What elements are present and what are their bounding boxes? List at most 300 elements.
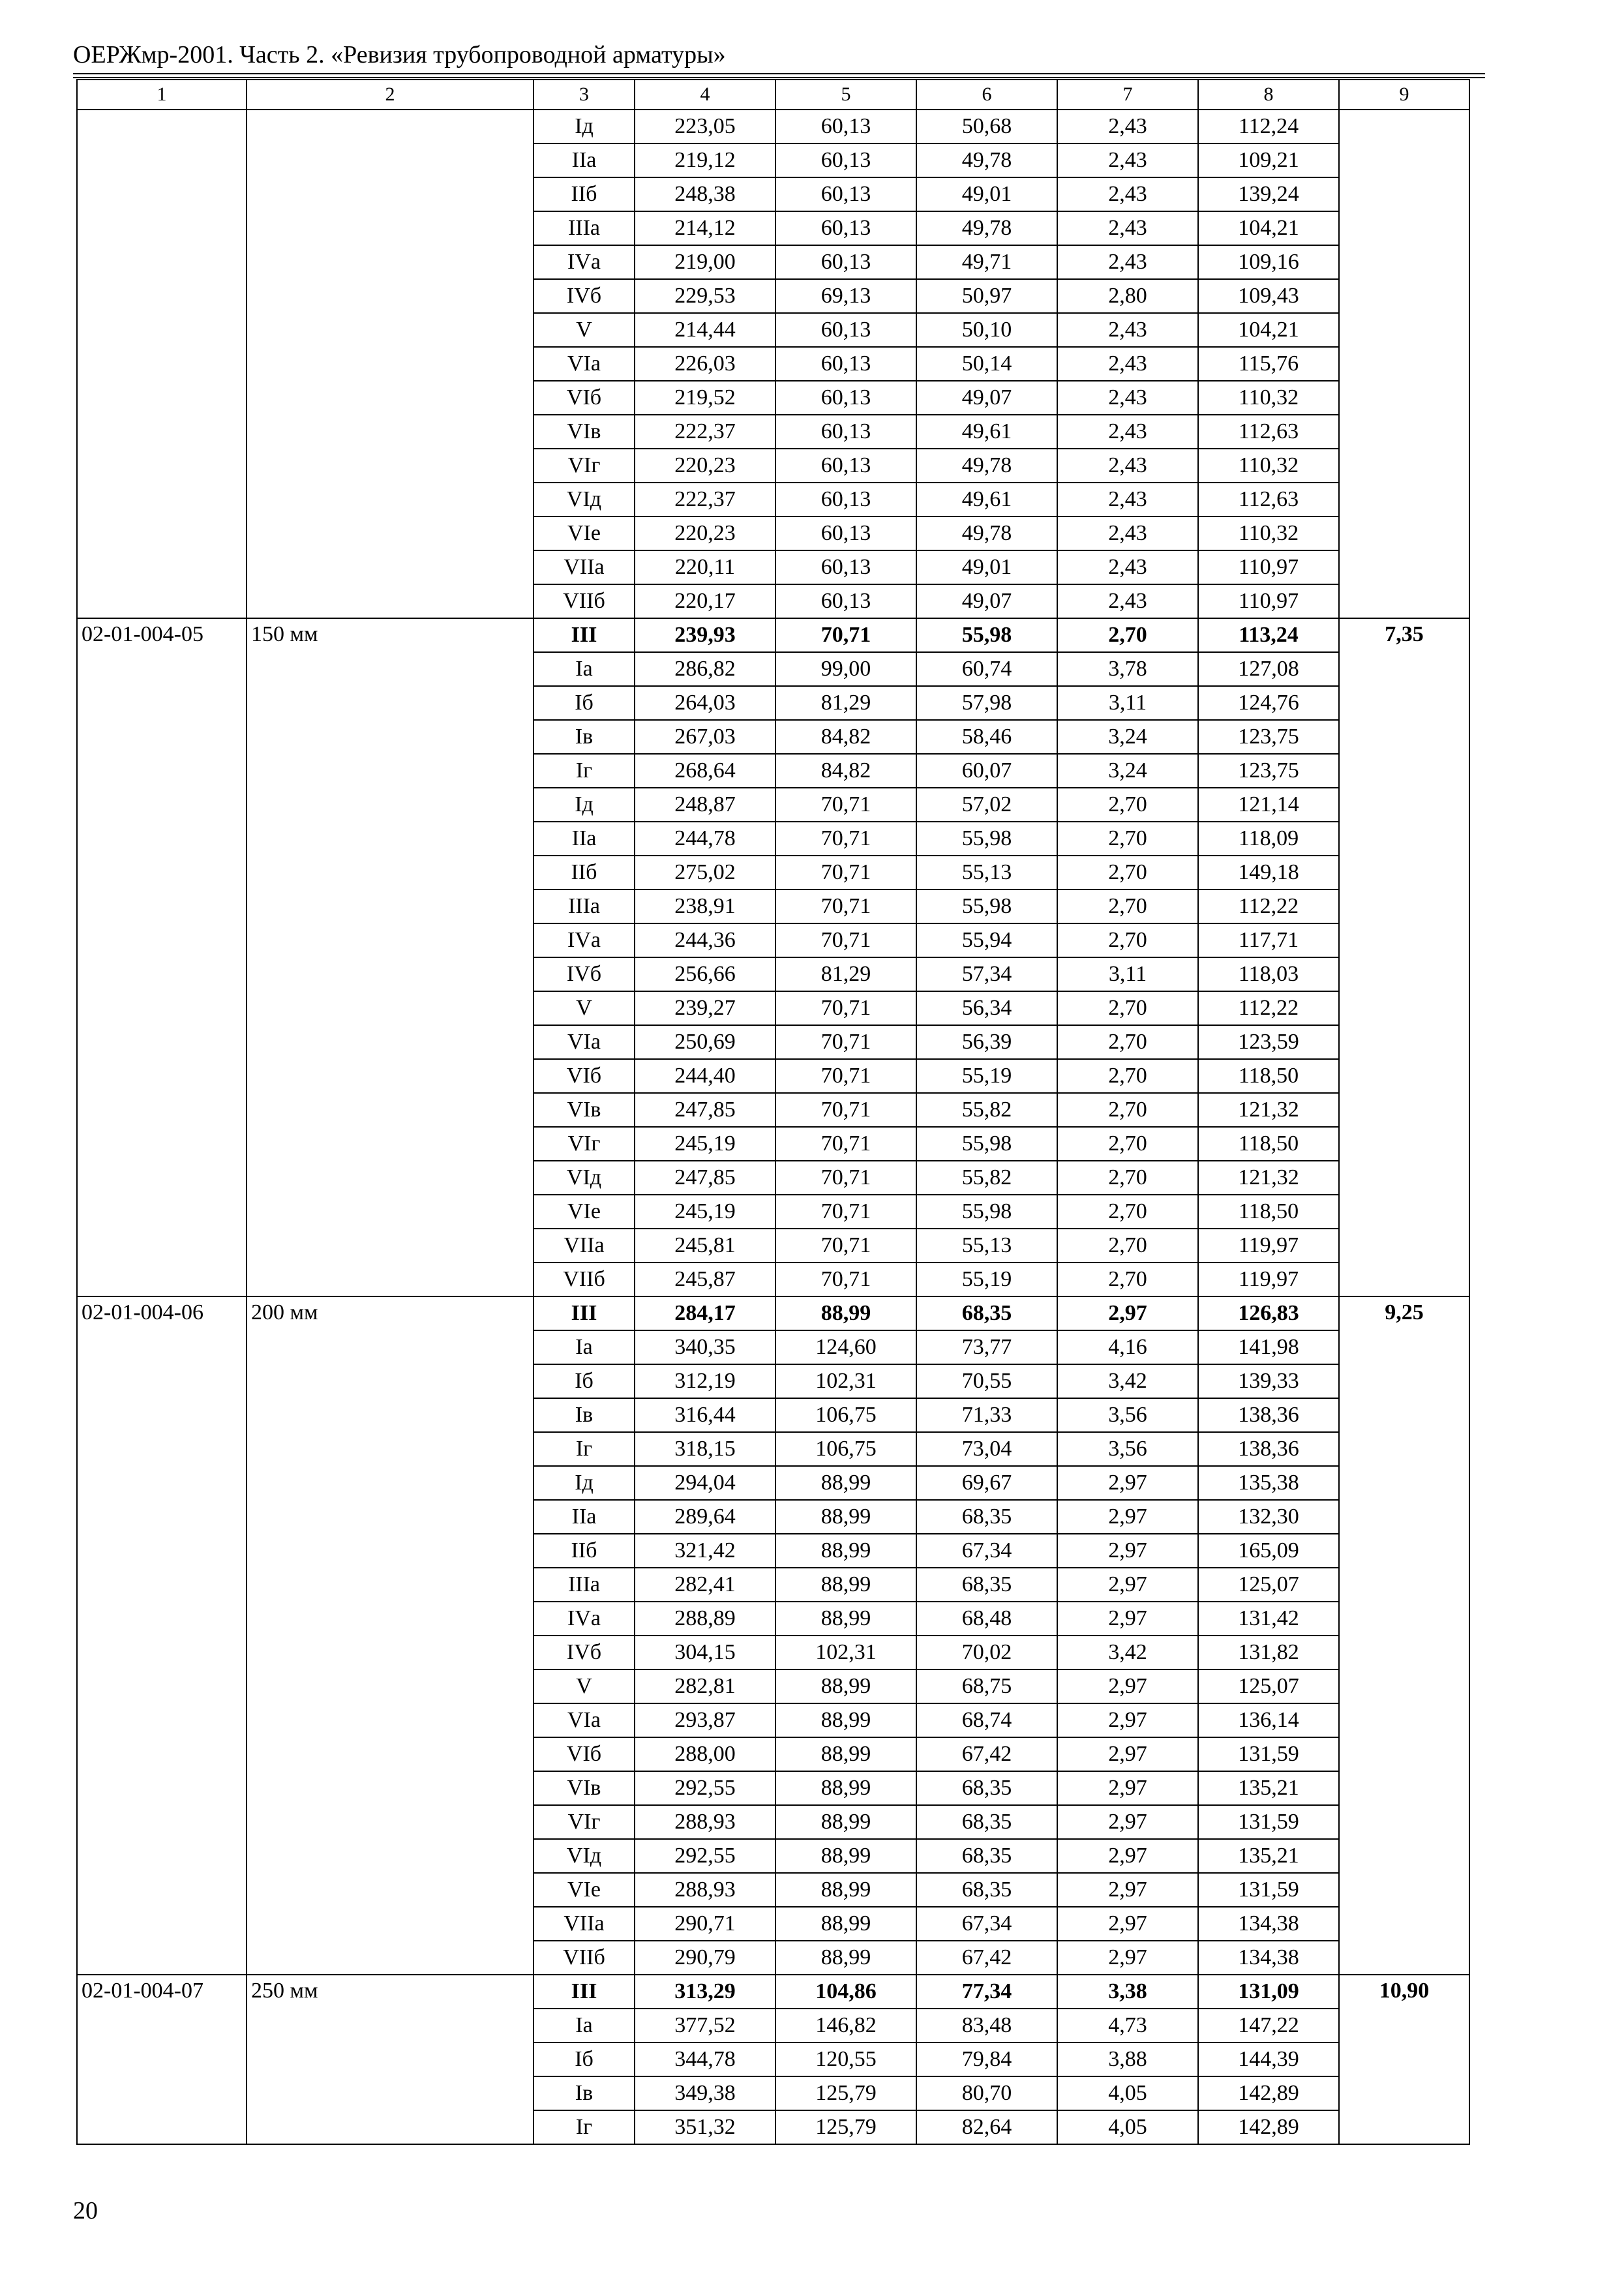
value-cell: 109,16 <box>1198 245 1339 279</box>
zone-cell: IIIа <box>534 1568 635 1602</box>
zone-cell: VIд <box>534 483 635 516</box>
value-cell: 2,97 <box>1057 1568 1198 1602</box>
value-cell: 73,77 <box>916 1330 1057 1364</box>
value-cell: 60,13 <box>775 177 916 211</box>
zone-cell: VIIа <box>534 1907 635 1941</box>
value-cell: 49,07 <box>916 584 1057 618</box>
value-cell: 131,59 <box>1198 1737 1339 1771</box>
value-cell: 50,14 <box>916 347 1057 381</box>
value-cell: 2,97 <box>1057 1873 1198 1907</box>
value-cell: 2,97 <box>1057 1669 1198 1703</box>
value-cell: 88,99 <box>775 1941 916 1975</box>
zone-cell: III <box>534 618 635 652</box>
value-cell: 118,09 <box>1198 822 1339 856</box>
value-cell: 219,00 <box>635 245 775 279</box>
value-cell: 56,39 <box>916 1025 1057 1059</box>
value-cell: 294,04 <box>635 1466 775 1500</box>
value-cell: 138,36 <box>1198 1398 1339 1432</box>
value-cell: 121,32 <box>1198 1161 1339 1195</box>
value-cell: 2,70 <box>1057 1127 1198 1161</box>
value-cell: 55,13 <box>916 1229 1057 1263</box>
zone-cell: VIа <box>534 347 635 381</box>
value-cell: 113,24 <box>1198 618 1339 652</box>
value-cell: 68,35 <box>916 1296 1057 1330</box>
value-cell: 288,93 <box>635 1873 775 1907</box>
value-cell: 351,32 <box>635 2110 775 2144</box>
value-cell: 2,70 <box>1057 856 1198 890</box>
value-cell: 49,78 <box>916 211 1057 245</box>
value-cell: 70,71 <box>775 923 916 957</box>
value-cell: 3,56 <box>1057 1432 1198 1466</box>
value-cell: 3,24 <box>1057 720 1198 754</box>
value-cell: 118,50 <box>1198 1127 1339 1161</box>
value-cell: 256,66 <box>635 957 775 991</box>
value-cell: 2,70 <box>1057 1195 1198 1229</box>
value-cell: 49,78 <box>916 143 1057 177</box>
zone-cell: Iг <box>534 754 635 788</box>
value-cell: 88,99 <box>775 1568 916 1602</box>
value-cell: 248,87 <box>635 788 775 822</box>
value-cell: 81,29 <box>775 686 916 720</box>
zone-cell: VIб <box>534 381 635 415</box>
zone-cell: IVб <box>534 957 635 991</box>
value-cell: 139,33 <box>1198 1364 1339 1398</box>
value-cell: 117,71 <box>1198 923 1339 957</box>
value-cell: 70,71 <box>775 618 916 652</box>
value-cell: 239,27 <box>635 991 775 1025</box>
value-cell: 135,21 <box>1198 1839 1339 1873</box>
labor-norm-cell: 10,90 <box>1339 1975 1469 2144</box>
column-number: 6 <box>916 80 1057 110</box>
value-cell: 60,13 <box>775 211 916 245</box>
value-cell: 99,00 <box>775 652 916 686</box>
value-cell: 4,73 <box>1057 2009 1198 2042</box>
value-cell: 2,97 <box>1057 1805 1198 1839</box>
value-cell: 245,87 <box>635 1263 775 1296</box>
value-cell: 340,35 <box>635 1330 775 1364</box>
value-cell: 112,24 <box>1198 110 1339 143</box>
zone-cell: VIв <box>534 415 635 449</box>
value-cell: 3,56 <box>1057 1398 1198 1432</box>
value-cell: 149,18 <box>1198 856 1339 890</box>
zone-cell: VIд <box>534 1161 635 1195</box>
page-number: 20 <box>73 2197 98 2224</box>
zone-cell: IVа <box>534 923 635 957</box>
value-cell: 131,59 <box>1198 1805 1339 1839</box>
value-cell: 2,97 <box>1057 1500 1198 1534</box>
value-cell: 70,71 <box>775 890 916 923</box>
value-cell: 110,32 <box>1198 516 1339 550</box>
table-row <box>77 110 1469 143</box>
value-cell: 68,35 <box>916 1873 1057 1907</box>
value-cell: 135,21 <box>1198 1771 1339 1805</box>
zone-cell: Iд <box>534 110 635 143</box>
value-cell: 4,05 <box>1057 2110 1198 2144</box>
value-cell: 2,70 <box>1057 1229 1198 1263</box>
value-cell: 68,48 <box>916 1602 1057 1636</box>
table-row <box>77 1296 1469 1330</box>
diameter-cell <box>247 110 534 618</box>
value-cell: 313,29 <box>635 1975 775 2009</box>
header-double-rule <box>73 73 1485 78</box>
value-cell: 344,78 <box>635 2042 775 2076</box>
value-cell: 239,93 <box>635 618 775 652</box>
table-row <box>77 1975 1469 2009</box>
zone-cell: IIа <box>534 822 635 856</box>
zone-cell: IIб <box>534 1534 635 1568</box>
value-cell: 88,99 <box>775 1466 916 1500</box>
value-cell: 112,63 <box>1198 415 1339 449</box>
value-cell: 138,36 <box>1198 1432 1339 1466</box>
zone-cell: IIа <box>534 143 635 177</box>
zone-cell: Iд <box>534 788 635 822</box>
value-cell: 2,43 <box>1057 550 1198 584</box>
zone-cell: Iд <box>534 1466 635 1500</box>
diameter-cell: 200 мм <box>247 1296 534 1975</box>
value-cell: 70,71 <box>775 1263 916 1296</box>
value-cell: 134,38 <box>1198 1907 1339 1941</box>
value-cell: 2,43 <box>1057 449 1198 483</box>
value-cell: 58,46 <box>916 720 1057 754</box>
zone-cell: VIе <box>534 1195 635 1229</box>
value-cell: 73,04 <box>916 1432 1057 1466</box>
value-cell: 110,32 <box>1198 449 1339 483</box>
value-cell: 119,97 <box>1198 1229 1339 1263</box>
zone-cell: VIе <box>534 1873 635 1907</box>
zone-cell: III <box>534 1296 635 1330</box>
value-cell: 55,94 <box>916 923 1057 957</box>
zone-cell: Iв <box>534 2076 635 2110</box>
value-cell: 275,02 <box>635 856 775 890</box>
value-cell: 49,78 <box>916 449 1057 483</box>
zone-cell: Iг <box>534 2110 635 2144</box>
zone-cell: Iб <box>534 1364 635 1398</box>
column-number: 3 <box>534 80 635 110</box>
rate-code-cell: 02-01-004-06 <box>77 1296 247 1975</box>
zone-cell: III <box>534 1975 635 2009</box>
value-cell: 104,21 <box>1198 211 1339 245</box>
value-cell: 2,43 <box>1057 110 1198 143</box>
zone-cell: VIIб <box>534 1941 635 1975</box>
value-cell: 67,34 <box>916 1907 1057 1941</box>
zone-cell: VIIб <box>534 584 635 618</box>
page-header-title: ОЕРЖмр-2001. Часть 2. «Ревизия трубопроводной арматуры» <box>73 41 726 68</box>
value-cell: 70,71 <box>775 1195 916 1229</box>
value-cell: 142,89 <box>1198 2076 1339 2110</box>
value-cell: 88,99 <box>775 1771 916 1805</box>
column-number: 2 <box>247 80 534 110</box>
zone-cell: Iв <box>534 1398 635 1432</box>
value-cell: 70,71 <box>775 822 916 856</box>
zone-cell: VIд <box>534 1839 635 1873</box>
value-cell: 81,29 <box>775 957 916 991</box>
column-number: 7 <box>1057 80 1198 110</box>
zone-cell: Iа <box>534 652 635 686</box>
value-cell: 214,44 <box>635 313 775 347</box>
value-cell: 70,55 <box>916 1364 1057 1398</box>
value-cell: 55,98 <box>916 822 1057 856</box>
value-cell: 88,99 <box>775 1296 916 1330</box>
value-cell: 49,61 <box>916 415 1057 449</box>
value-cell: 68,35 <box>916 1771 1057 1805</box>
value-cell: 136,14 <box>1198 1703 1339 1737</box>
value-cell: 214,12 <box>635 211 775 245</box>
zone-cell: IIIа <box>534 890 635 923</box>
value-cell: 141,98 <box>1198 1330 1339 1364</box>
zone-cell: V <box>534 313 635 347</box>
value-cell: 123,59 <box>1198 1025 1339 1059</box>
value-cell: 55,19 <box>916 1059 1057 1093</box>
column-number-row <box>77 80 1469 110</box>
value-cell: 79,84 <box>916 2042 1057 2076</box>
value-cell: 125,07 <box>1198 1568 1339 1602</box>
value-cell: 60,13 <box>775 449 916 483</box>
value-cell: 110,32 <box>1198 381 1339 415</box>
value-cell: 70,71 <box>775 991 916 1025</box>
value-cell: 49,61 <box>916 483 1057 516</box>
value-cell: 165,09 <box>1198 1534 1339 1568</box>
value-cell: 50,68 <box>916 110 1057 143</box>
value-cell: 131,09 <box>1198 1975 1339 2009</box>
value-cell: 68,35 <box>916 1568 1057 1602</box>
value-cell: 88,99 <box>775 1669 916 1703</box>
value-cell: 60,74 <box>916 652 1057 686</box>
value-cell: 125,79 <box>775 2076 916 2110</box>
value-cell: 84,82 <box>775 720 916 754</box>
value-cell: 115,76 <box>1198 347 1339 381</box>
value-cell: 60,13 <box>775 415 916 449</box>
value-cell: 264,03 <box>635 686 775 720</box>
value-cell: 124,76 <box>1198 686 1339 720</box>
value-cell: 2,97 <box>1057 1296 1198 1330</box>
value-cell: 49,78 <box>916 516 1057 550</box>
value-cell: 55,98 <box>916 618 1057 652</box>
zone-cell: IIб <box>534 177 635 211</box>
value-cell: 121,32 <box>1198 1093 1339 1127</box>
value-cell: 110,97 <box>1198 550 1339 584</box>
value-cell: 144,39 <box>1198 2042 1339 2076</box>
value-cell: 2,70 <box>1057 788 1198 822</box>
value-cell: 134,38 <box>1198 1941 1339 1975</box>
value-cell: 4,05 <box>1057 2076 1198 2110</box>
value-cell: 245,81 <box>635 1229 775 1263</box>
value-cell: 88,99 <box>775 1500 916 1534</box>
value-cell: 244,78 <box>635 822 775 856</box>
value-cell: 316,44 <box>635 1398 775 1432</box>
value-cell: 102,31 <box>775 1636 916 1669</box>
value-cell: 282,81 <box>635 1669 775 1703</box>
value-cell: 104,21 <box>1198 313 1339 347</box>
value-cell: 2,70 <box>1057 991 1198 1025</box>
zone-cell: IVа <box>534 245 635 279</box>
value-cell: 267,03 <box>635 720 775 754</box>
value-cell: 68,35 <box>916 1805 1057 1839</box>
value-cell: 84,82 <box>775 754 916 788</box>
value-cell: 70,71 <box>775 1127 916 1161</box>
value-cell: 247,85 <box>635 1161 775 1195</box>
value-cell: 377,52 <box>635 2009 775 2042</box>
rate-code-cell <box>77 110 247 618</box>
zone-cell: VIе <box>534 516 635 550</box>
value-cell: 349,38 <box>635 2076 775 2110</box>
value-cell: 290,79 <box>635 1941 775 1975</box>
value-cell: 49,01 <box>916 550 1057 584</box>
value-cell: 70,71 <box>775 1229 916 1263</box>
value-cell: 2,43 <box>1057 584 1198 618</box>
value-cell: 2,70 <box>1057 822 1198 856</box>
value-cell: 60,13 <box>775 381 916 415</box>
value-cell: 70,71 <box>775 1093 916 1127</box>
zone-cell: IIIа <box>534 211 635 245</box>
zone-cell: IVб <box>534 279 635 313</box>
zone-cell: VIIа <box>534 1229 635 1263</box>
value-cell: 125,79 <box>775 2110 916 2144</box>
value-cell: 222,37 <box>635 415 775 449</box>
zone-cell: Iв <box>534 720 635 754</box>
value-cell: 60,07 <box>916 754 1057 788</box>
value-cell: 282,41 <box>635 1568 775 1602</box>
value-cell: 250,69 <box>635 1025 775 1059</box>
value-cell: 118,50 <box>1198 1059 1339 1093</box>
value-cell: 55,98 <box>916 1195 1057 1229</box>
value-cell: 67,42 <box>916 1941 1057 1975</box>
value-cell: 60,13 <box>775 143 916 177</box>
value-cell: 60,13 <box>775 245 916 279</box>
column-number: 9 <box>1339 80 1469 110</box>
value-cell: 2,97 <box>1057 1737 1198 1771</box>
value-cell: 268,64 <box>635 754 775 788</box>
value-cell: 2,43 <box>1057 143 1198 177</box>
value-cell: 3,42 <box>1057 1364 1198 1398</box>
value-cell: 131,42 <box>1198 1602 1339 1636</box>
value-cell: 68,74 <box>916 1703 1057 1737</box>
value-cell: 132,30 <box>1198 1500 1339 1534</box>
value-cell: 304,15 <box>635 1636 775 1669</box>
value-cell: 88,99 <box>775 1737 916 1771</box>
value-cell: 219,12 <box>635 143 775 177</box>
price-table-body <box>77 80 1469 2144</box>
value-cell: 226,03 <box>635 347 775 381</box>
zone-cell: VIг <box>534 1805 635 1839</box>
value-cell: 293,87 <box>635 1703 775 1737</box>
value-cell: 118,03 <box>1198 957 1339 991</box>
zone-cell: V <box>534 1669 635 1703</box>
value-cell: 104,86 <box>775 1975 916 2009</box>
value-cell: 284,17 <box>635 1296 775 1330</box>
value-cell: 2,97 <box>1057 1534 1198 1568</box>
value-cell: 288,93 <box>635 1805 775 1839</box>
value-cell: 223,05 <box>635 110 775 143</box>
value-cell: 3,11 <box>1057 957 1198 991</box>
value-cell: 49,71 <box>916 245 1057 279</box>
value-cell: 106,75 <box>775 1398 916 1432</box>
value-cell: 244,36 <box>635 923 775 957</box>
value-cell: 2,43 <box>1057 415 1198 449</box>
value-cell: 70,71 <box>775 1025 916 1059</box>
value-cell: 2,70 <box>1057 618 1198 652</box>
value-cell: 2,70 <box>1057 1263 1198 1296</box>
value-cell: 67,42 <box>916 1737 1057 1771</box>
value-cell: 80,70 <box>916 2076 1057 2110</box>
zone-cell: VIIб <box>534 1263 635 1296</box>
zone-cell: VIб <box>534 1059 635 1093</box>
zone-cell: IIб <box>534 856 635 890</box>
labor-norm-cell: 7,35 <box>1339 618 1469 1296</box>
zone-cell: VIб <box>534 1737 635 1771</box>
value-cell: 139,24 <box>1198 177 1339 211</box>
value-cell: 71,33 <box>916 1398 1057 1432</box>
diameter-cell: 150 мм <box>247 618 534 1296</box>
value-cell: 245,19 <box>635 1127 775 1161</box>
zone-cell: VIг <box>534 1127 635 1161</box>
value-cell: 60,13 <box>775 313 916 347</box>
value-cell: 55,19 <box>916 1263 1057 1296</box>
value-cell: 131,59 <box>1198 1873 1339 1907</box>
value-cell: 60,13 <box>775 550 916 584</box>
price-table <box>76 79 1470 2145</box>
value-cell: 244,40 <box>635 1059 775 1093</box>
column-number: 8 <box>1198 80 1339 110</box>
value-cell: 126,83 <box>1198 1296 1339 1330</box>
value-cell: 248,38 <box>635 177 775 211</box>
value-cell: 60,13 <box>775 516 916 550</box>
value-cell: 2,97 <box>1057 1941 1198 1975</box>
value-cell: 88,99 <box>775 1873 916 1907</box>
zone-cell: Iа <box>534 2009 635 2042</box>
value-cell: 2,43 <box>1057 381 1198 415</box>
value-cell: 55,82 <box>916 1093 1057 1127</box>
zone-cell: Iг <box>534 1432 635 1466</box>
value-cell: 109,43 <box>1198 279 1339 313</box>
value-cell: 49,01 <box>916 177 1057 211</box>
value-cell: 88,99 <box>775 1534 916 1568</box>
column-number: 5 <box>775 80 916 110</box>
value-cell: 2,43 <box>1057 516 1198 550</box>
value-cell: 119,97 <box>1198 1263 1339 1296</box>
value-cell: 55,98 <box>916 890 1057 923</box>
value-cell: 57,34 <box>916 957 1057 991</box>
zone-cell: Iб <box>534 2042 635 2076</box>
value-cell: 102,31 <box>775 1364 916 1398</box>
zone-cell: V <box>534 991 635 1025</box>
value-cell: 68,35 <box>916 1839 1057 1873</box>
value-cell: 2,70 <box>1057 890 1198 923</box>
value-cell: 2,80 <box>1057 279 1198 313</box>
diameter-cell: 250 мм <box>247 1975 534 2144</box>
value-cell: 2,70 <box>1057 923 1198 957</box>
value-cell: 70,71 <box>775 856 916 890</box>
value-cell: 68,35 <box>916 1500 1057 1534</box>
value-cell: 60,13 <box>775 483 916 516</box>
zone-cell: IVа <box>534 1602 635 1636</box>
value-cell: 55,13 <box>916 856 1057 890</box>
value-cell: 146,82 <box>775 2009 916 2042</box>
value-cell: 292,55 <box>635 1839 775 1873</box>
value-cell: 3,38 <box>1057 1975 1198 2009</box>
value-cell: 88,99 <box>775 1602 916 1636</box>
value-cell: 49,07 <box>916 381 1057 415</box>
zone-cell: VIв <box>534 1093 635 1127</box>
value-cell: 142,89 <box>1198 2110 1339 2144</box>
value-cell: 3,24 <box>1057 754 1198 788</box>
table-row <box>77 618 1469 652</box>
value-cell: 123,75 <box>1198 754 1339 788</box>
value-cell: 83,48 <box>916 2009 1057 2042</box>
value-cell: 147,22 <box>1198 2009 1339 2042</box>
value-cell: 220,11 <box>635 550 775 584</box>
column-number: 1 <box>77 80 247 110</box>
zone-cell: VIIа <box>534 550 635 584</box>
